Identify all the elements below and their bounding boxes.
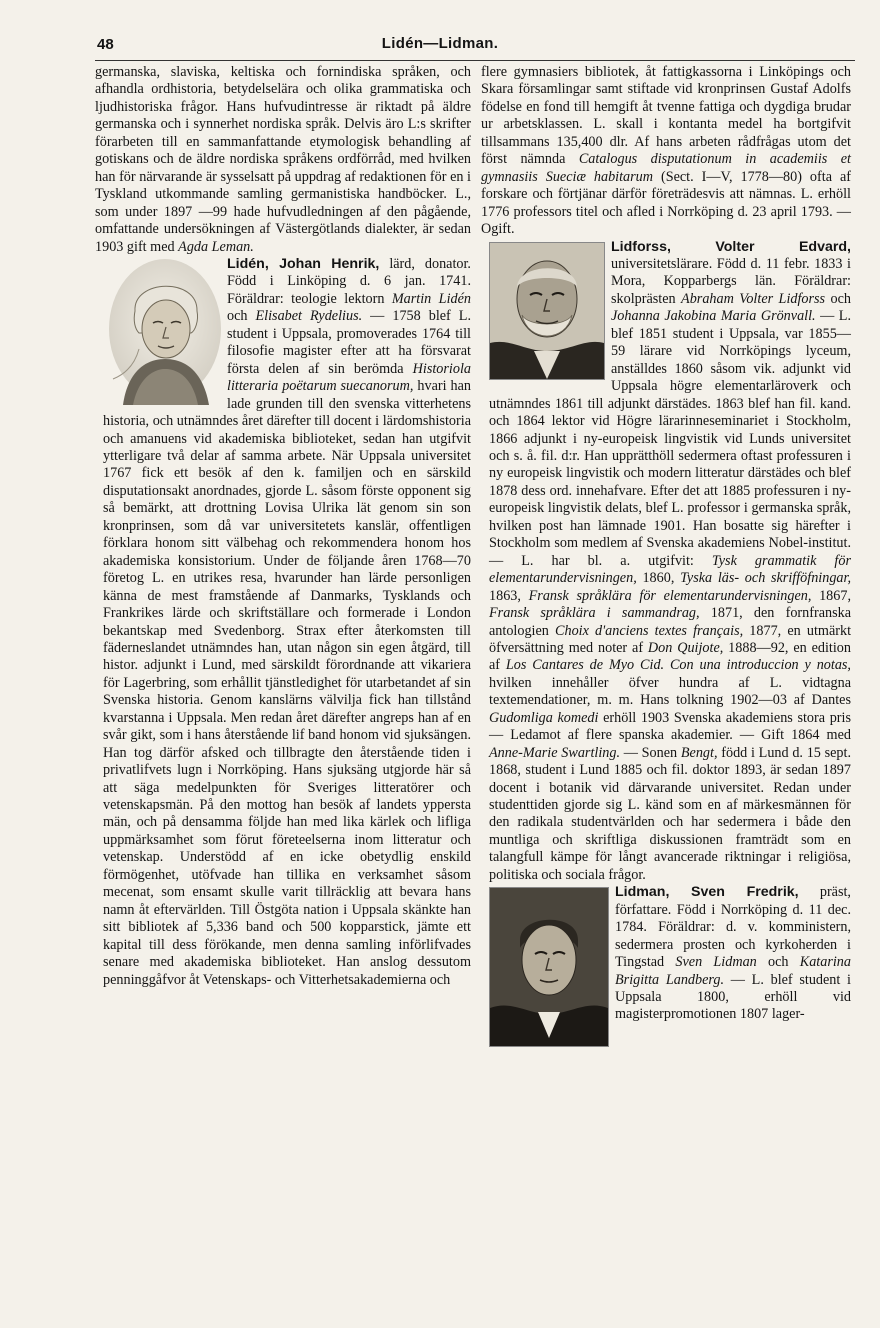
entry-lidforss-father: Abraham Volter Lidforss (681, 290, 826, 307)
entry-lidforss-work-8: Gudomliga komedi (489, 709, 599, 726)
entry-lidforss-work-3: Fransk språklära för elementarundervisningen, (528, 587, 812, 604)
entry-lidforss-text-5: 1863, (489, 587, 529, 604)
portrait-lidman-icon (489, 887, 609, 1047)
entry-lidman-name: Lidman, Sven Fredrik, (615, 884, 799, 901)
entry-lidforss-text-10: hvilken innehåller öfver hundra af L. vidtagna textemendationer, m. m. Hans tolkning 1902—03 af Dantes (489, 674, 851, 709)
right-continuation-paragraph (481, 64, 851, 239)
entry-lidforss-work-1: Tysk grammatik för elementarundervisningen, (489, 552, 851, 587)
entry-liden-father: Martin Lidén (391, 290, 471, 307)
page-number: 48 (97, 36, 114, 53)
entry-lidforss-text-4: 1860, (636, 570, 681, 587)
right-column (481, 64, 851, 1049)
entry-lidforss-text-12: — Sonen (620, 744, 681, 761)
running-head: Lidén—Lidman. (381, 35, 499, 52)
entry-lidforss-mother: Johanna Jakobina Maria Grönvall. (611, 308, 816, 325)
right-continuation-text-1: flere gymnasiers bibliotek, åt fattigkassorna i Linköpings och Skara församlingar samt stiftade vid kronprinsen Gustaf Adolfs födelse en fond till hemgift åt tvenne fattiga och dygdiga brudar ur arbetsklassen. L. skall i kontanta medel ha bortgifvit tillsammans 135,400 dlr. Af hans arbeten rådfrågas utom det först nämnda (481, 64, 851, 168)
entry-lidman-father: Sven Lidman (675, 954, 757, 971)
entry-liden (95, 256, 471, 989)
entry-lidman-text-2: och (756, 954, 800, 971)
entry-lidman (481, 884, 851, 1024)
entry-lidforss-text-1: universitetslärare. Född d. 11 febr. 1833 i Mora, Kopparbergs län. Föräldrar: skolprästen (611, 255, 851, 307)
entry-liden-name: Lidén, Johan Henrik, (227, 255, 380, 272)
continuation-spouse: Agda Leman. (178, 238, 254, 255)
entry-liden-mother: Elisabet Rydelius. (255, 308, 363, 325)
entry-lidforss-text-11: erhöll 1903 Svenska akademiens stora pris — Ledamot af flere spanska akademier. — Gift 1864 med (489, 709, 851, 744)
entry-lidman-text-3: — L. blef student i Uppsala 1800, erhöll vid magisterpromotionen 1807 lager- (615, 971, 851, 1023)
entry-lidforss-spouse: Anne-Marie Swartling. (489, 744, 621, 761)
right-continuation-text-2: (Sect. I—V, 1778—80) ofta af forskare och förtjänar därför företrädesvis att nämnas. L. erhöll 1776 professors titel och afled i Norrköping d. 23 april 1793. — Ogift. (481, 168, 851, 238)
entry-lidforss-text-8: 1877, en utmärkt öfversättning med noter af (489, 622, 852, 656)
left-column (95, 64, 471, 989)
entry-lidforss-work-2: Tyska läs- och skrifföfningar, (680, 570, 852, 587)
continuation-text: germanska, slaviska, keltiska och fornindiska språken, och afhandla ordhistoria, betydelselära och olika grammatiska och ljudhistoriska frågor. Hans hufvudintresse är riktadt på äldre germanska och i synnerhet nordiska språk. Delvis äro L:s skrifter förarbeten till en sammanfattande etymologisk behandling af gotiskans och de äldre nordiska språkens ordförråd, med hvilken han för närvarande är sysselsatt på uppdrag af redaktionen för en i Tyskland utkommande samling germanistiska handböcker. L., som under 1897 —99 hade hufvudledningen af den pågående, omfattande undersökningen af Västergötlands dialekter, är sedan 1903 gift med (95, 64, 471, 255)
entry-lidforss-text-2: och (825, 290, 851, 307)
entry-lidforss-work-5: Choix d'anciens textes français, (555, 622, 744, 639)
entry-lidforss-work-6: Don Quijote, (647, 639, 724, 656)
entry-lidforss-text-7: 1871, den fornfranska antologien (489, 605, 851, 639)
portrait-lidforss-icon (489, 242, 605, 380)
entry-liden-text-3: — 1758 blef L. student i Uppsala, promoverades 1764 till filosofie magister efter att ha försvarat första delen af sin berömda (227, 308, 471, 377)
entry-liden-text-4: hvari han lade grunden till den svenska vitterhetens historia, och utnämndes året därefter till docent i lärdomshistoria och amanuens vid akademiska biblioteket, sedan han utgifvit ytterligare två delar af samma arbete. När Uppsala universitet 1767 fick ett besök af den k. familjen och en särskild disputationsakt anordnades, gjorde L. såsom förste opponent sig så bemärkt, att drottning Lovisa Ulrika lät genom sin son kronprinsen, som då var universitetets kanslär, offentligen förklara honom sitt välbehag och rekommendera honom hos akademiska konsistorium. Under de följande åren 1768—70 företog L. en utrikes resa, hvarunder han lärde personligen känna de mest framstående af Danmarks, Tysklands och Frankrikes lärde och skriftställare och formerade i London bekantskap med Svedenborg. Strax efter återkomsten till fäderneslandet utnämndes han, utan någon sin egen åtgärd, till histor. adjunkt i Lund, med särskildt förordnande att vikariera för Lagerbring, som erhållit tjänstledighet för utarbetandet af sin Svenska historia. Genom kanslärns välvilja fick han tillstånd kvarstanna i Uppsala. Men redan året därefter angreps han af en svår gikt, som i hans återstående lif band honom vid sjuksängen. Han tog därför afsked och tillbragte den återstående tiden i privatlifvets lugn i Norrköping. Hans sjuksäng utgjorde här så att säga medelpunkten för Sveriges litteratörer och vetenskapsmän. På den mottog han besök af landets yppersta män, och på densamma följde han med lika kärlek och lifliga uppmärksamhet som förut företeelserna inom litteratur och vetenskap. Understödd af en icke obetydlig enskild förmögenhet, utöfvade han tillika en verksamhet såsom mecenat, som ensamt skulle varit tillräcklig att bevara hans namn åt eftervärlden. Till Östgöta nation i Uppsala skänkte han sitt bibliotek af 5,336 band och 500 kopparstick, jämte ett kapital till dess förökande, men denna samling införlifvades senare med akademiska biblioteket. Han anslog dessutom penninggåfvor åt Vetenskaps- och Vitterhetsakademierna och (103, 378, 471, 988)
continuation-paragraph (95, 64, 471, 256)
entry-lidforss-son: Bengt, (680, 744, 718, 761)
entry-lidforss-text-6: 1867, (811, 587, 852, 604)
entry-lidman-text-1: präst, författare. Född i Norrköping d. 11 dec. 1784. Föräldrar: d. v. komministern, sedermera prosten och kyrkoherden i Tingstad (615, 884, 851, 971)
entry-lidman-mother: Katarina Brigitta Landberg. (615, 954, 851, 988)
entry-lidforss-work-7: Los Cantares de Myo Cid. Con una introduccion y notas, (505, 657, 851, 674)
entry-lidforss-text-13: född i Lund d. 15 sept. 1868, student i Lund 1885 och fil. doktor 1893, är sedan 1897 docent i botanik vid därvarande universitet. Redan under studenttiden gjorde sig L. känd som en af märkesmännen för den radikala studentvärlden och har sedermera i både den muntliga och skriftliga diskussionen framträdt som en talangfull kämpe för långt avancerade riktningar i religiösa, politiska och sociala frågor. (489, 744, 852, 883)
portrait-liden-icon (103, 259, 221, 405)
right-continuation-work: Catalogus disputationum in academiis et gymnasiis Sueciæ habitarum (481, 151, 852, 185)
header-rule (95, 60, 855, 61)
entry-lidforss (481, 239, 851, 885)
entry-lidforss-text-3: — L. blef 1851 student i Uppsala, var 1855—59 lärare vid Norrköpings lyceum, anställdes 1860 såsom vik. adjunkt vid Uppsala högre elementarläroverk och utnämndes 1861 till adjunkt därstädes. 1863 blef han fil. kand. och 1864 lektor vid Högre lärarinneseminariet i Stockholm, 1866 adjunkt i ny-europeisk lingvistik vid Lunds universitet och s. å. fil. d:r. Han upprätthöll sedermera oftast professuren i ny europeisk lingvistik och modern litteratur därstädes och blef 1878 dess ord. innehafvare. Efter det att 1885 professuren i ny-europeisk lingvistik delats, blef L. professor i germanska språk, hvilken post han lämnade 1901. Han bosatte sig härefter i Stockholm som medlem af Svenska akademiens Nobel-institut. — L. har bl. a. utgifvit: (489, 308, 852, 569)
entry-lidforss-name: Lidforss, Volter Edvard, (611, 238, 851, 255)
entry-lidforss-text-9: 1888—92, en edition af (489, 639, 851, 674)
entry-liden-work: Historiola litteraria poëtarum suecanorum, (227, 360, 471, 395)
entry-lidforss-work-4: Fransk språklära i sammandrag, (489, 605, 700, 622)
entry-liden-text-1: lärd, donator. Född i Linköping d. 6 jan. 1741. Föräldrar: teologie lektorn (227, 255, 471, 307)
entry-liden-text-2: och (227, 308, 256, 325)
